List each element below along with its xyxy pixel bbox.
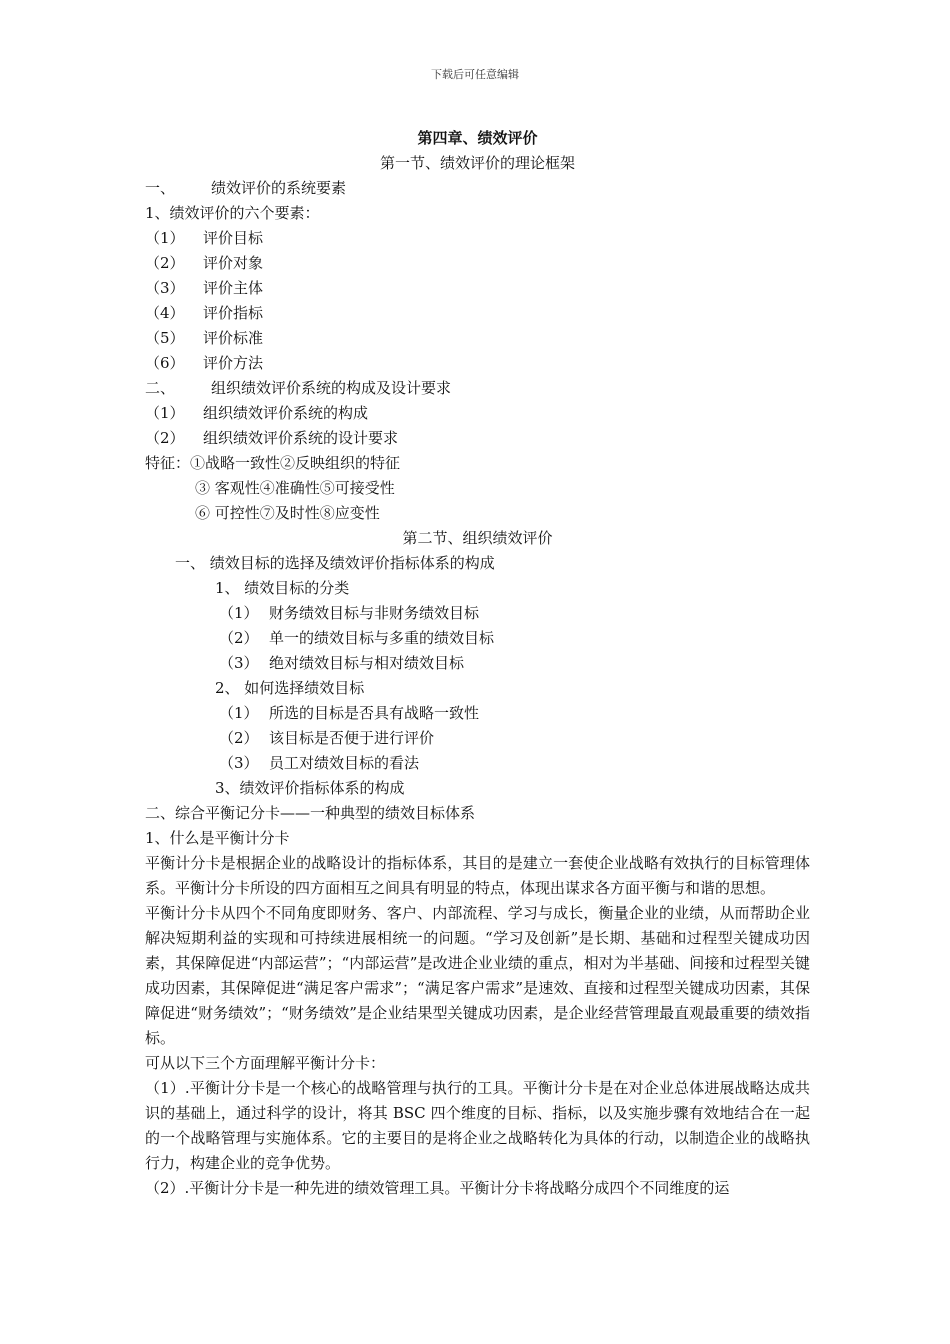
item-number: （3） [145, 279, 185, 297]
section2-part2-sub1-heading: 1、什么是平衡计分卡 [145, 829, 290, 847]
body-paragraph: 平衡计分卡是根据企业的战略设计的指标体系，其目的是建立一套使企业战略有效执行的目标管理体系。平衡计分卡所设的四方面相互之间具有明显的特点，体现出谋求各方面平衡与和谐的思想。 [145, 854, 810, 897]
item-text: 评价方法 [203, 354, 264, 372]
item-text: 评价主体 [203, 279, 264, 297]
features-line: ③ 客观性④准确性⑤可接受性 [195, 479, 395, 497]
body-paragraph: 可从以下三个方面理解平衡计分卡： [145, 1054, 386, 1072]
page-header: 下载后可任意编辑 [431, 68, 519, 81]
list-item [145, 351, 810, 376]
item-number: （1） [219, 604, 259, 622]
document-body [145, 126, 810, 1201]
item-number: （6） [145, 354, 185, 372]
heading-label: 绩效评价的系统要素 [211, 179, 347, 197]
item-number: （2） [219, 729, 259, 747]
item-number: （3） [219, 754, 259, 772]
list-item [145, 276, 810, 301]
section2-part2-heading: 二、综合平衡记分卡——一种典型的绩效目标体系 [145, 804, 476, 822]
list-item [145, 226, 810, 251]
list-item [145, 301, 810, 326]
features-line: ⑥ 可控性⑦及时性⑧应变性 [195, 504, 380, 522]
list-item [145, 701, 810, 726]
item-number: （1） [145, 404, 185, 422]
section1-part1-heading [145, 176, 810, 201]
list-item [145, 726, 810, 751]
section1-part2-heading [145, 376, 810, 401]
list-item [145, 426, 810, 451]
list-item [145, 601, 810, 626]
heading-number: 一、 [145, 179, 176, 197]
item-number: （3） [219, 654, 259, 672]
list-item [145, 326, 810, 351]
item-text: 该目标是否便于进行评价 [269, 729, 435, 747]
item-text: 所选的目标是否具有战略一致性 [269, 704, 480, 722]
list-item [145, 651, 810, 676]
section2-title: 第二节、组织绩效评价 [402, 529, 553, 547]
body-paragraph: （2）.平衡计分卡是一种先进的绩效管理工具。平衡计分卡将战略分成四个不同维度的运 [145, 1179, 730, 1197]
section2-sub3-heading: 3、绩效评价指标体系的构成 [215, 779, 405, 797]
item-text: 组织绩效评价系统的构成 [203, 404, 369, 422]
item-number: （4） [145, 304, 185, 322]
item-text: 评价标准 [203, 329, 264, 347]
chapter-title: 第四章、绩效评价 [417, 129, 538, 147]
item-text: 财务绩效目标与非财务绩效目标 [269, 604, 480, 622]
item-text: 绝对绩效目标与相对绩效目标 [269, 654, 465, 672]
list-item [145, 251, 810, 276]
item-number: （5） [145, 329, 185, 347]
item-number: （2） [219, 629, 259, 647]
item-number: （1） [145, 229, 185, 247]
item-text: 员工对绩效目标的看法 [269, 754, 420, 772]
section2-sub2-heading: 2、 如何选择绩效目标 [215, 679, 365, 697]
section1-sub1-heading: 1、绩效评价的六个要素： [145, 204, 320, 222]
item-text: 组织绩效评价系统的设计要求 [203, 429, 399, 447]
section2-sub1-heading: 1、 绩效目标的分类 [215, 579, 350, 597]
features-line: 特征：①战略一致性②反映组织的特征 [145, 454, 401, 472]
section2-part1-heading: 一、 绩效目标的选择及绩效评价指标体系的构成 [175, 554, 495, 572]
heading-number: 二、 [145, 379, 176, 397]
list-item [145, 401, 810, 426]
item-text: 评价目标 [203, 229, 264, 247]
list-item [145, 626, 810, 651]
body-paragraph: （1）.平衡计分卡是一个核心的战略管理与执行的工具。平衡计分卡是在对企业总体进展战略达成共识的基础上，通过科学的设计，将其 BSC 四个维度的目标、指标，以及实施步骤有效地结合在一起的一个战略管理与实施体系。它的主要目的是将企业之战略转化为具体的行动，以制造企业的战略执行力，构建企业的竞争优势。 [145, 1079, 810, 1172]
item-text: 评价指标 [203, 304, 264, 322]
section1-title: 第一节、绩效评价的理论框架 [379, 154, 575, 172]
item-text: 单一的绩效目标与多重的绩效目标 [269, 629, 495, 647]
item-number: （2） [145, 429, 185, 447]
item-number: （2） [145, 254, 185, 272]
list-item [145, 751, 810, 776]
body-paragraph: 平衡计分卡从四个不同角度即财务、客户、内部流程、学习与成长，衡量企业的业绩，从而帮助企业解决短期利益的实现和可持续进展相统一的问题。“学习及创新”是长期、基础和过程型关键成功因素，其保障促进“内部运营”；“内部运营”是改进企业业绩的重点，相对为半基础、间接和过程型关键成功因素，其保障促进“满足客户需求”；“满足客户需求”是速效、直接和过程型关键成功因素，其保障促进“财务绩效”；“财务绩效”是企业结果型关键成功因素，是企业经营管理最直观最重要的绩效指标。 [145, 904, 810, 1047]
heading-label: 组织绩效评价系统的构成及设计要求 [211, 379, 452, 397]
item-text: 评价对象 [203, 254, 264, 272]
item-number: （1） [219, 704, 259, 722]
